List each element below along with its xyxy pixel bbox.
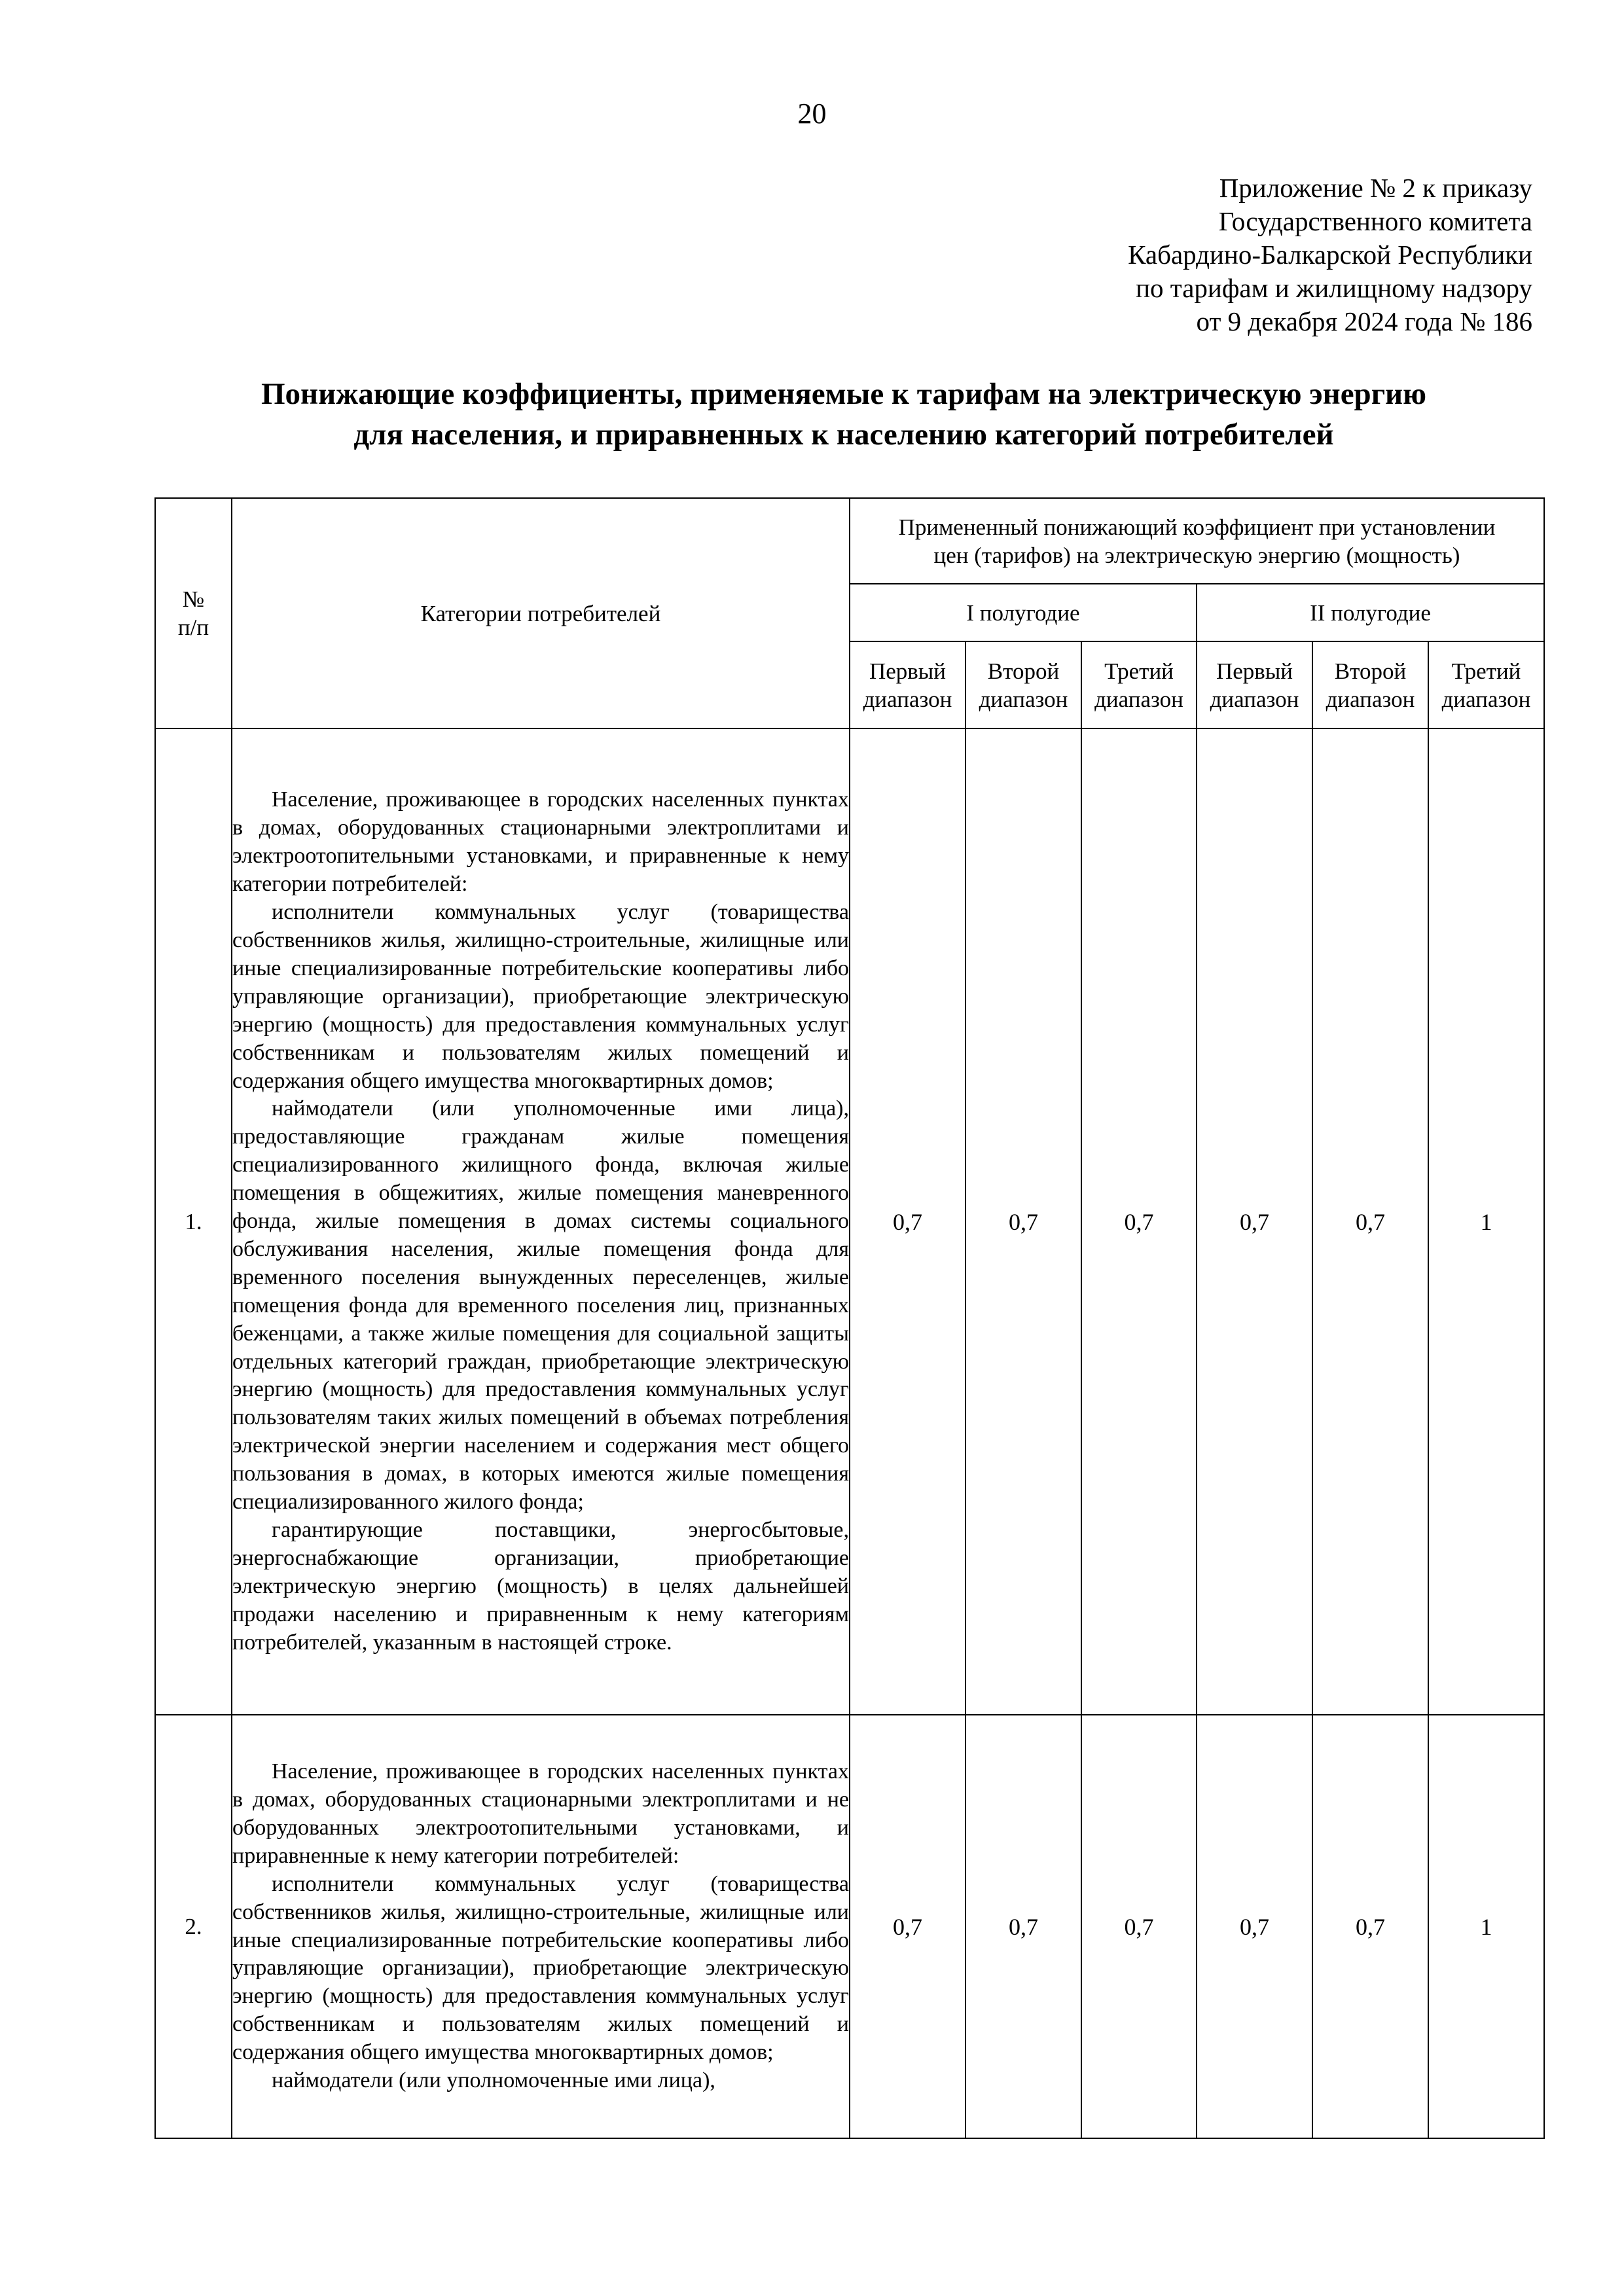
coefficients-table: [154, 497, 1545, 2139]
header-half-year-2: II полугодие: [1197, 584, 1544, 641]
appendix-line: Приложение № 2 к приказу: [1219, 173, 1532, 203]
coefficient-value: 0,7: [1312, 1715, 1428, 2138]
category-paragraph: наймодатели (или уполномоченные ими лица), предоставляющие гражданам жилые помещения специализированного жилищного фонда, включая жилые помещения в общежитиях, жилые помещения маневренного фонда, жилые помещения в домах системы социального обслуживания населения, жилые помещения фонда для временного поселения вынужденных переселенцев, жилые помещения фонда для временного поселения лиц, признанных беженцами, а также жилые помещения для социальной защиты отдельных категорий граждан, приобретающие электрическую энергию (мощность) для предоставления коммунальных услуг пользователям таких жилых помещений в объемах потребления электрической энергии населением и содержания мест общего пользования в домах, в которых имеются жилые помещения специализированного жилого фонда;: [232, 1096, 849, 1515]
title-line: для населения, и приравненных к населению категорий потребителей: [353, 418, 1334, 452]
appendix-line: от 9 декабря 2024 года № 186: [1196, 306, 1532, 336]
coefficient-value: 0,7: [850, 1715, 965, 2138]
header-coefficient-line: Примененный понижающий коэффициент при установлении: [898, 514, 1496, 540]
coefficient-value: 0,7: [1312, 728, 1428, 1715]
coefficient-value: 0,7: [850, 728, 965, 1715]
header-range-cell: [850, 641, 965, 728]
range-label: диапазон: [1094, 686, 1183, 712]
range-label: Второй: [987, 658, 1060, 684]
header-range-cell: [1197, 641, 1312, 728]
row-category: [232, 728, 850, 1715]
header-category-cell: Категории потребителей: [232, 498, 850, 728]
category-paragraph: наймодатели (или уполномоченные ими лица),: [272, 2068, 715, 2093]
header-number-sign: №: [182, 586, 205, 612]
table-row: [155, 728, 1544, 1715]
coefficient-value: 0,7: [1197, 1715, 1312, 2138]
row-category: [232, 1715, 850, 2138]
range-label: диапазон: [863, 686, 952, 712]
appendix-reference: [1128, 171, 1532, 338]
range-label: диапазон: [1326, 686, 1415, 712]
header-coefficient-cell: [850, 498, 1544, 584]
category-paragraph: исполнители коммунальных услуг (товарищества собственников жилья, жилищно-строительные, жилищные или иные специализированные потребительские кооперативы либо управляющие организации), приобретающие электрическую энергию (мощность) для предоставления коммунальных услуг собственникам и пользователям жилых помещений и содержания общего имущества многоквартирных домов;: [232, 1871, 849, 2065]
range-label: Третий: [1451, 658, 1521, 684]
category-paragraph: Население, проживающее в городских населенных пунктах в домах, оборудованных стационарными электроплитами и электроотопительными установками, и приравненные к нему категории потребителей:: [232, 787, 849, 897]
category-paragraph: Население, проживающее в городских населенных пунктах в домах, оборудованных стационарными электроплитами и не оборудованных электроотопительными установками, и приравненные к нему категории потребителей:: [232, 1759, 849, 1868]
table-row: [155, 1715, 1544, 2138]
coefficient-value: 1: [1428, 1715, 1544, 2138]
title-line: Понижающие коэффициенты, применяемые к тарифам на электрическую энергию: [261, 377, 1427, 411]
range-label: диапазон: [1210, 686, 1299, 712]
coefficient-value: 1: [1428, 728, 1544, 1715]
header-half-year-1: I полугодие: [850, 584, 1197, 641]
coefficient-value: 0,7: [1081, 1715, 1197, 2138]
header-number-cell: [155, 498, 232, 728]
header-range-cell: [965, 641, 1081, 728]
range-label: Третий: [1104, 658, 1174, 684]
coefficient-value: 0,7: [1081, 728, 1197, 1715]
range-label: диапазон: [979, 686, 1068, 712]
range-label: Первый: [1216, 658, 1293, 684]
header-coefficient-line: цен (тарифов) на электрическую энергию (мощность): [933, 542, 1460, 568]
row-number: 2.: [155, 1715, 232, 2138]
header-number-label: п/п: [177, 615, 209, 640]
appendix-line: Кабардино-Балкарской Республики: [1128, 240, 1532, 270]
row-number: 1.: [155, 728, 232, 1715]
header-range-cell: [1081, 641, 1197, 728]
coefficient-value: 0,7: [965, 728, 1081, 1715]
range-label: диапазон: [1441, 686, 1531, 712]
page-number: 20: [797, 98, 827, 130]
appendix-line: по тарифам и жилищному надзору: [1136, 273, 1532, 303]
coefficient-value: 0,7: [965, 1715, 1081, 2138]
category-paragraph: гарантирующие поставщики, энергосбытовые, энергоснабжающие организации, приобретающие электрическую энергию (мощность) в целях дальнейшей продажи населению и приравненным к нему категориям потребителей, указанным в настоящей строке.: [232, 1518, 849, 1655]
category-paragraph: исполнители коммунальных услуг (товарищества собственников жилья, жилищно-строительные, жилищные или иные специализированные потребительские кооперативы либо управляющие организации), приобретающие электрическую энергию (мощность) для предоставления коммунальных услуг собственникам и пользователям жилых помещений и содержания общего имущества многоквартирных домов;: [232, 900, 849, 1093]
document-title: [154, 374, 1533, 455]
appendix-line: Государственного комитета: [1218, 206, 1532, 236]
header-range-cell: [1428, 641, 1544, 728]
header-range-cell: [1312, 641, 1428, 728]
range-label: Второй: [1334, 658, 1407, 684]
coefficient-value: 0,7: [1197, 728, 1312, 1715]
range-label: Первый: [869, 658, 947, 684]
